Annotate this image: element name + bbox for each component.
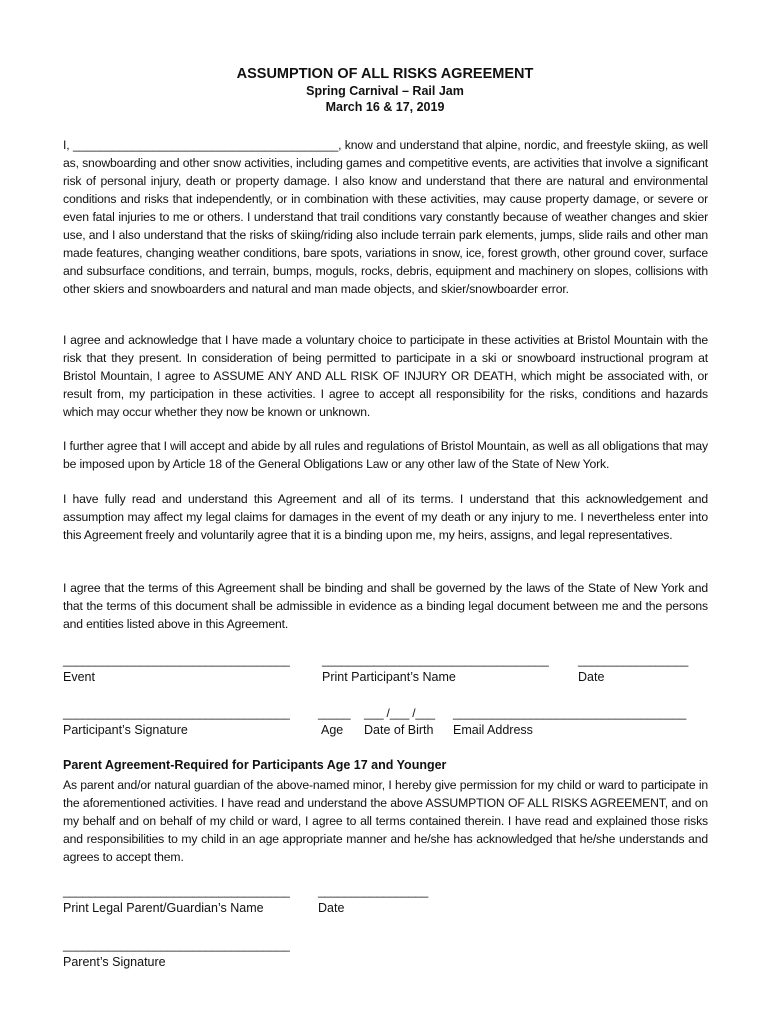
email-address-field[interactable]: ____________________________________ (453, 706, 687, 720)
participant-name-field[interactable]: ___________________________________ (322, 653, 549, 667)
date-label: Date (578, 670, 605, 684)
participant-signature-label: Participant’s Signature (63, 723, 188, 737)
event-date: March 16 & 17, 2019 (325, 100, 445, 114)
guardian-date-label: Date (318, 901, 345, 915)
participant-signature-field[interactable]: ___________________________________ (63, 706, 290, 720)
age-label: Age (321, 723, 344, 737)
guardian-name-field[interactable]: ___________________________________ (63, 884, 290, 898)
email-address-label: Email Address (453, 723, 533, 737)
legal-claims-paragraph: I have fully read and understand this Agreement and all of its terms. I understand that this acknowledgement and assumption may affect my legal claims for damages in the event of my death or any injury to me. I nevertheless enter into this Agreement freely and voluntarily agree that it is a binding upon me, my heirs, assigns, and legal representatives. (63, 492, 708, 542)
parent-signature-field[interactable]: ___________________________________ (63, 938, 290, 952)
voluntary-participation-paragraph: I agree and acknowledge that I have made a voluntary choice to participate in these activities at Bristol Mountain with the risk that they present. In consideration of being permitted to participate in a ski or snowboard instructional program at Bristol Mountain, I agree to ASSUME ANY AND ALL RISK OF INJURY OR DEATH, which might be associated with, or result from, my participation in these activities. I agree to accept all responsibility for the risks, conditions and hazards which may occur whether they now be known or unknown. (63, 333, 708, 419)
event-field[interactable]: ___________________________________ (63, 653, 290, 667)
governing-law-paragraph: I agree that the terms of this Agreement shall be binding and shall be governed by the laws of the State of New York and that the terms of this document shall be admissible in evidence as a binding legal document between me and the persons and entities listed above in this Agreement. (63, 581, 708, 631)
date-field[interactable]: _________________ (578, 653, 689, 667)
participant-name-label: Print Participant’s Name (322, 670, 456, 684)
rules-paragraph: I further agree that I will accept and abide by all rules and regulations of Bristol Mountain, as well as all obligations that may be imposed upon by Article 18 of the General Obligations Law or any other law of the State of New York. (63, 439, 708, 471)
parent-signature-label: Parent’s Signature (63, 955, 166, 969)
event-label: Event (63, 670, 95, 684)
date-of-birth-field[interactable]: ___ /___ /___ (364, 706, 435, 720)
date-of-birth-label: Date of Birth (364, 723, 434, 737)
guardian-name-label: Print Legal Parent/Guardian’s Name (63, 901, 264, 915)
document-header (0, 66, 770, 115)
event-name: Spring Carnival – Rail Jam (306, 84, 464, 98)
risk-acknowledgement-paragraph: I, ________________________________________, know and understand that alpine, nordic, and freestyle skiing, as well as, snowboarding and other snow activities, including games and competitive events, are activities that involve a significant risk of personal injury, death or property damage. I also know and understand that there are natural and environmental conditions and risks that independently, or in combination with these activities, may cause property damage, or severe or even fatal injuries to me or others. I understand that trail conditions vary constantly because of weather changes and skier use, and I also understand that the risks of skiing/riding also include terrain park elements, jumps, slide rails and other man made features, changing weather conditions, bare spots, variations in snow, ice, forest growth, other ground cover, surface and subsurface conditions, and terrain, bumps, moguls, rocks, debris, equipment and machinery on slopes, collisions with other skiers and snowboarders and natural and man made objects, and skier/snowboarder error. (63, 138, 708, 296)
parent-agreement-heading: Parent Agreement-Required for Participants Age 17 and Younger (63, 758, 447, 772)
guardian-date-field[interactable]: _________________ (318, 884, 429, 898)
document-title: ASSUMPTION OF ALL RISKS AGREEMENT (236, 66, 534, 82)
age-field[interactable]: _____ (318, 706, 351, 720)
parent-consent-paragraph: As parent and/or natural guardian of the above-named minor, I hereby give permission for my child or ward to participate in the aforementioned activities. I have read and understand the above ASSUMPTION OF ALL RISKS AGREEMENT, and on my behalf and on behalf of my child or ward, I agree to all terms contained therein. I have read and explained those risks and responsibilities to my child in an age appropriate manner and he/she has acknowledged that he/she understands and agrees to accept them. (63, 778, 708, 864)
